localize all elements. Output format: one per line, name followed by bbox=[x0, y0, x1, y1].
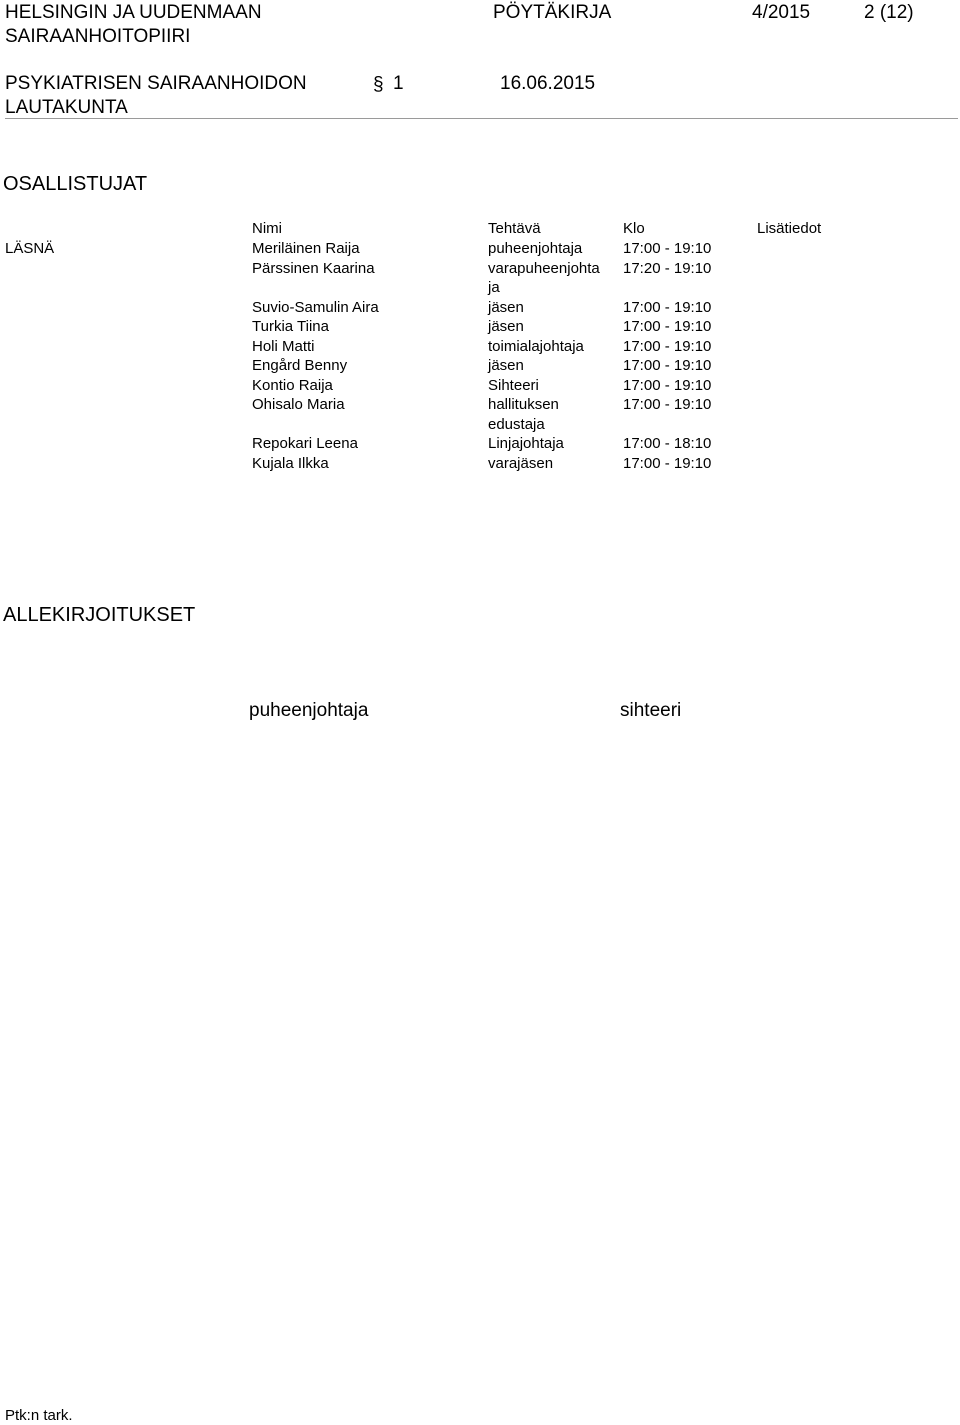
participant-role: Linjajohtaja bbox=[488, 435, 564, 452]
column-header-name: Nimi bbox=[252, 220, 282, 237]
participant-role: jäsen bbox=[488, 357, 524, 374]
participant-name: Meriläinen Raija bbox=[252, 240, 360, 257]
participant-role: puheenjohtaja bbox=[488, 240, 583, 257]
participant-role: edustaja bbox=[488, 415, 545, 433]
signature-chair-label: puheenjohtaja bbox=[249, 700, 369, 721]
participant-name: Kontio Raija bbox=[252, 376, 333, 394]
participant-time: 17:00 - 19:10 bbox=[623, 298, 712, 316]
document-number: 4/2015 bbox=[752, 2, 811, 23]
participant-time: 17:20 - 19:10 bbox=[623, 259, 712, 277]
organization-name-line2: SAIRAANHOITOPIIRI bbox=[5, 26, 191, 47]
footer-minutes-checker: Ptk:n tark. bbox=[5, 1407, 73, 1424]
participant-name: Suvio-Samulin Aira bbox=[252, 298, 379, 316]
participant-role: Sihteeri bbox=[488, 376, 539, 394]
participant-name: Turkia Tiina bbox=[252, 318, 329, 335]
participant-name: Ohisalo Maria bbox=[252, 396, 345, 413]
organization-name-line1: HELSINGIN JA UUDENMAAN bbox=[5, 2, 262, 23]
participant-role: varajäsen bbox=[488, 454, 554, 472]
document-type: PÖYTÄKIRJA bbox=[493, 2, 612, 23]
participant-time: 17:00 - 19:10 bbox=[623, 337, 712, 355]
participant-role: jäsen bbox=[488, 298, 524, 316]
participant-time: 17:00 - 19:10 bbox=[623, 376, 712, 394]
section-number: 1 bbox=[393, 73, 404, 94]
board-name-line1: PSYKIATRISEN SAIRAANHOIDON bbox=[5, 73, 307, 94]
participant-role: jäsen bbox=[488, 318, 524, 335]
participant-role: toimialajohtaja bbox=[488, 337, 584, 355]
participant-time: 17:00 - 19:10 bbox=[623, 396, 712, 413]
participant-name: Kujala Ilkka bbox=[252, 454, 329, 472]
participant-role: varapuheenjohta bbox=[488, 259, 600, 277]
group-label-present: LÄSNÄ bbox=[5, 240, 55, 257]
participant-time: 17:00 - 19:10 bbox=[623, 357, 712, 374]
participants-title: OSALLISTUJAT bbox=[3, 173, 148, 195]
page-number: 2 (12) bbox=[864, 2, 914, 23]
meeting-date: 16.06.2015 bbox=[500, 73, 596, 94]
participant-time: 17:00 - 19:10 bbox=[623, 454, 712, 472]
signatures-title: ALLEKIRJOITUKSET bbox=[3, 604, 196, 626]
participant-name: Engård Benny bbox=[252, 357, 348, 374]
participant-time: 17:00 - 18:10 bbox=[623, 435, 712, 452]
board-name-line2: LAUTAKUNTA bbox=[5, 97, 128, 118]
column-header-notes: Lisätiedot bbox=[757, 220, 822, 237]
column-header-role: Tehtävä bbox=[488, 220, 541, 237]
participant-role: hallituksen bbox=[488, 396, 559, 413]
participant-role: ja bbox=[488, 279, 500, 296]
header-divider bbox=[5, 118, 958, 119]
participant-name: Repokari Leena bbox=[252, 435, 358, 452]
participant-name: Pärssinen Kaarina bbox=[252, 259, 375, 277]
participant-time: 17:00 - 19:10 bbox=[623, 318, 712, 335]
signature-secretary-label: sihteeri bbox=[620, 700, 682, 721]
section-sign: § bbox=[373, 74, 384, 95]
participant-name: Holi Matti bbox=[252, 337, 315, 355]
participant-time: 17:00 - 19:10 bbox=[623, 240, 712, 257]
column-header-time: Klo bbox=[623, 220, 645, 237]
